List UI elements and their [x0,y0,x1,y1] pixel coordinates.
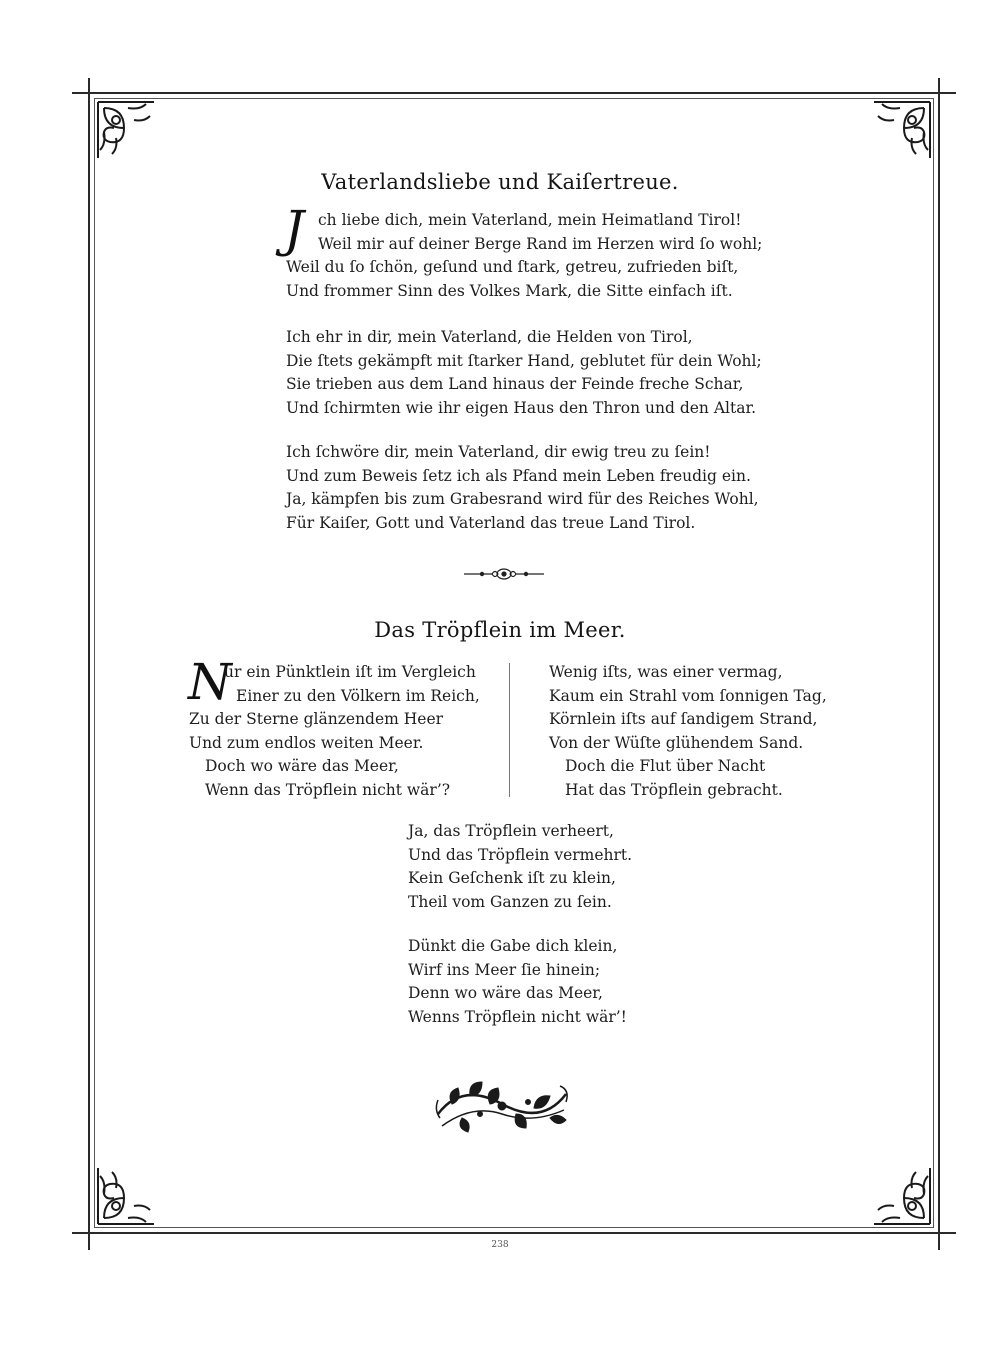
poem2-line: Kein Geſchenk iſt zu klein, [408,869,616,888]
page-number: 238 [491,1240,509,1250]
poem1-line: Weil du ſo ſchön, geſund und ſtark, getreu, zufrieden biſt, [286,258,739,276]
poem1-line: Weil mir auf deiner Berge Rand im Herzen wird ſo wohl; [318,234,763,253]
poem2-title: Das Tröpflein im Meer. [374,618,626,642]
poem2-line: Wirf ins Meer ſie hinein; [408,960,601,979]
poem2-line: Ja, das Tröpflein verheert, [408,822,614,840]
poem2-line: ur ein Pünktlein iſt im Vergleich [224,663,476,681]
section-divider-ornament-icon [462,566,546,582]
floral-tailpiece-ornament-icon [432,1074,572,1136]
corner-ornament-top-left-icon [94,98,174,178]
poem2-line: Einer zu den Völkern im Reich, [236,686,480,705]
poem2-line: Körnlein iſts auf ſandigem Strand, [549,710,818,729]
poem2-line: Kaum ein Strahl vom ſonnigen Tag, [549,686,827,705]
poem1-stanza-2 [286,326,762,420]
poem2-line: Hat das Tröpflein gebracht. [565,780,783,799]
poem1-title: Vaterlandsliebe und Kaiſertreue. [321,170,679,194]
poem2-line: Zu der Sterne glänzendem Heer [189,710,444,728]
poem2-line: Wenns Tröpflein nicht wär’! [408,1007,627,1026]
corner-ornament-bottom-left-icon [94,1148,174,1228]
poem2-line: Doch wo wäre das Meer, [205,757,399,775]
poem2-right-column [549,661,827,755]
poem2-left-column-top [224,661,480,708]
inner-top-rule [94,98,934,99]
poem2-line: Wenig iſts, was einer vermag, [549,663,783,681]
poem2-line: Dünkt die Gabe dich klein, [408,937,618,955]
column-divider [509,663,510,797]
poem1-drop-cap: J [284,200,305,258]
poem2-line: Und zum endlos weiten Meer. [189,733,424,752]
inner-right-rule [933,98,934,1228]
poem1-line: Und frommer Sinn des Volkes Mark, die Sitte einfach iſt. [286,281,733,300]
poem1-stanza-3 [286,441,759,535]
poem2-drop-cap: N [188,653,232,711]
poem2-line: Von der Wüſte glühendem Sand. [549,733,804,752]
frame-bottom-rule [72,1232,956,1234]
poem1-line: Ja, kämpfen bis zum Grabesrand wird für des Reiches Wohl, [286,490,759,509]
inner-bottom-rule [94,1227,934,1228]
frame-right-rule [938,78,940,1250]
corner-ornament-bottom-right-icon [854,1148,934,1228]
corner-ornament-top-right-icon [854,98,934,178]
frame-top-rule [72,92,956,94]
poem1-line: Ich ehr in dir, mein Vaterland, die Helden von Tirol, [286,328,693,346]
poem2-right-refrain [565,755,783,802]
poem1-line: Für Kaiſer, Gott und Vaterland das treue Land Tirol. [286,513,696,532]
poem1-line: Ich ſchwöre dir, mein Vaterland, dir ewig treu zu ſein! [286,443,711,461]
poem1-line: Und ſchirmten wie ihr eigen Haus den Thron und den Altar. [286,398,757,417]
poem2-center-stanza-2 [408,935,627,1029]
poem2-line: Theil vom Ganzen zu ſein. [408,892,612,911]
poem1-stanza-1 [318,209,762,256]
poem1-line: Sie trieben aus dem Land hinaus der Feinde freche Schar, [286,375,744,394]
poem1-stanza-1-cont [286,256,738,303]
frame-left-rule [88,78,90,1250]
poem1-line: Und zum Beweis ſetz ich als Pfand mein Leben freudig ein. [286,466,751,485]
poem2-left-column [189,708,443,755]
poem2-line: Wenn das Tröpflein nicht wär’? [205,780,451,799]
inner-left-rule [94,98,95,1228]
poem2-line: Und das Tröpflein vermehrt. [408,845,633,864]
poem1-line: ch liebe dich, mein Vaterland, mein Heimatland Tirol! [318,211,742,229]
poem2-center-stanza-1 [408,820,632,914]
poem2-line: Doch die Flut über Nacht [565,757,766,775]
poem1-line: Die ſtets gekämpft mit ſtarker Hand, geblutet für dein Wohl; [286,351,762,370]
poem2-left-refrain [205,755,450,802]
poem2-line: Denn wo wäre das Meer, [408,984,603,1003]
